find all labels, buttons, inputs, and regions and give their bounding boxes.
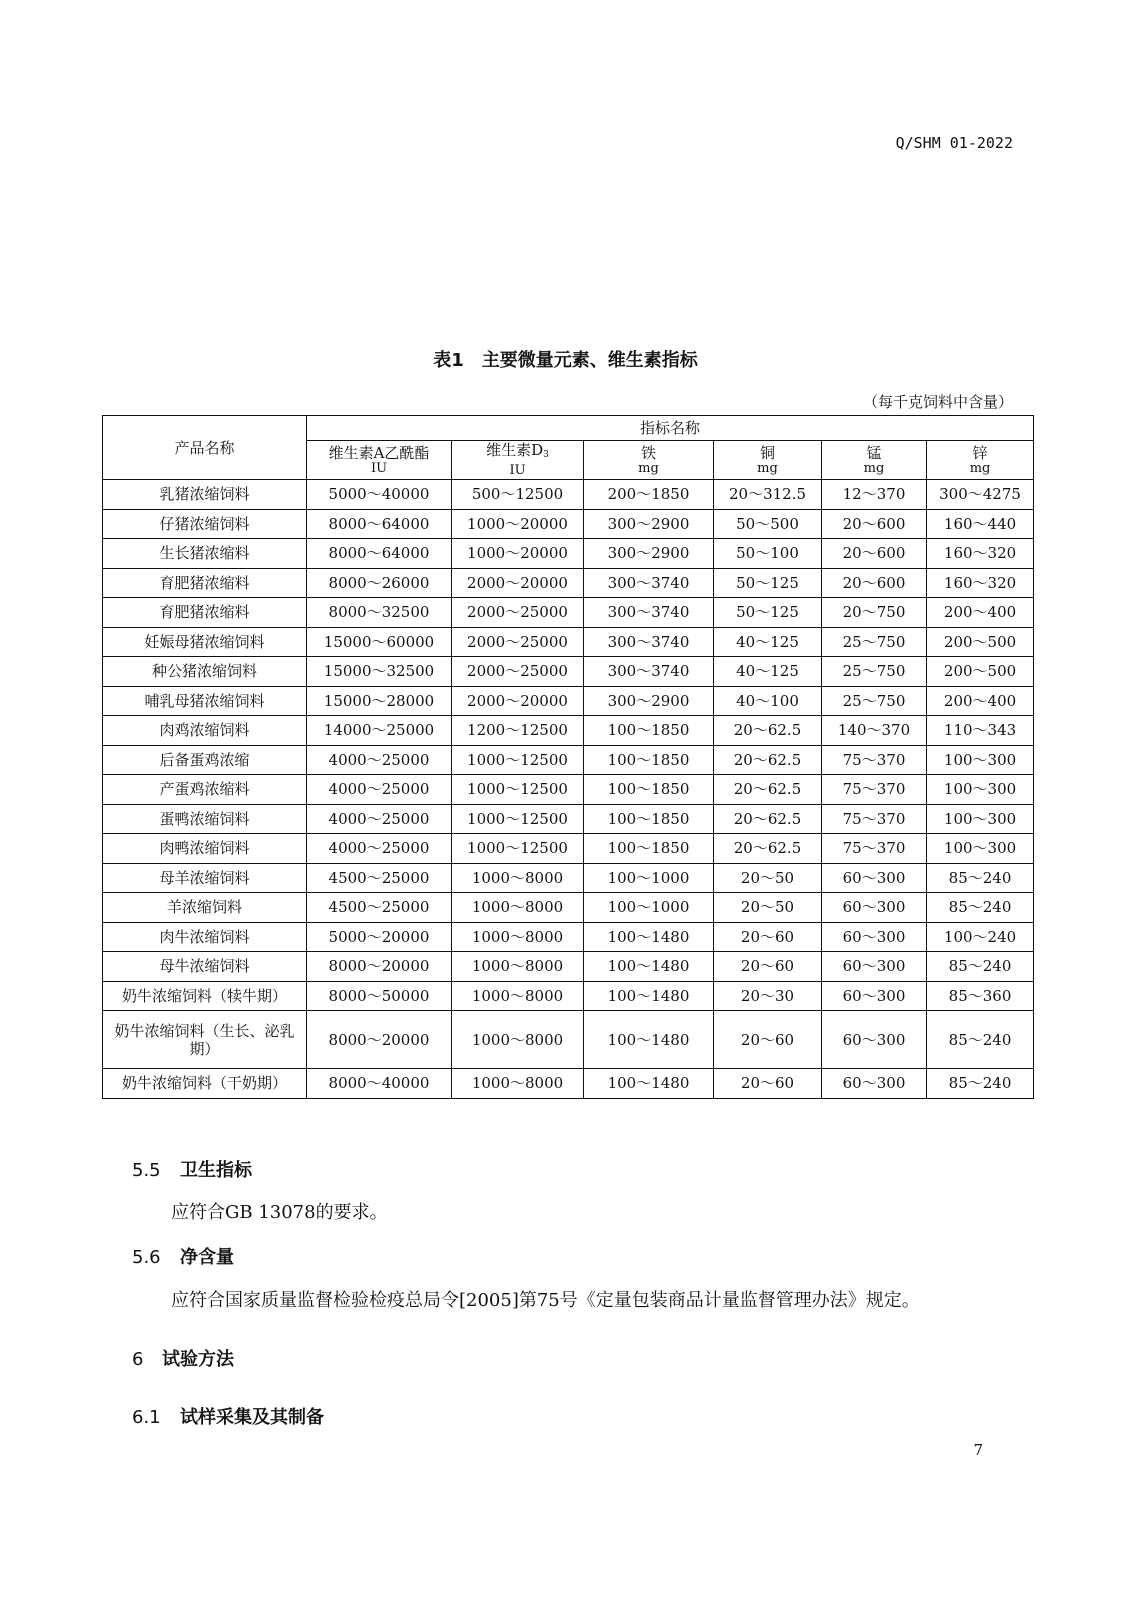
column-header bbox=[584, 441, 714, 480]
product-name-cell: 蛋鸭浓缩饲料 bbox=[103, 804, 307, 834]
section-heading-6 bbox=[132, 1345, 234, 1371]
value-cell: 20～62.5 bbox=[714, 775, 822, 805]
page-number: 7 bbox=[973, 1441, 983, 1459]
value-cell: 60～300 bbox=[822, 922, 927, 952]
value-cell: 4000～25000 bbox=[307, 745, 452, 775]
value-cell: 100～1480 bbox=[584, 1011, 714, 1069]
value-cell: 100～1480 bbox=[584, 952, 714, 982]
value-cell: 1000～12500 bbox=[452, 804, 584, 834]
value-cell: 50～125 bbox=[714, 568, 822, 598]
section-heading-5-6 bbox=[132, 1243, 234, 1269]
value-cell: 85～240 bbox=[927, 1011, 1034, 1069]
value-cell: 100～300 bbox=[927, 804, 1034, 834]
product-name-cell: 产蛋鸡浓缩料 bbox=[103, 775, 307, 805]
product-name-cell: 奶牛浓缩饲料（犊牛期） bbox=[103, 981, 307, 1011]
value-cell: 40～125 bbox=[714, 657, 822, 687]
value-cell: 300～3740 bbox=[584, 627, 714, 657]
value-cell: 300～4275 bbox=[927, 480, 1034, 510]
value-cell: 200～400 bbox=[927, 686, 1034, 716]
column-name: 维生素D bbox=[486, 441, 544, 459]
section-text: 应符合GB 13078的要求。 bbox=[171, 1202, 388, 1223]
value-cell: 200～400 bbox=[927, 598, 1034, 628]
product-name-cell: 育肥猪浓缩料 bbox=[103, 598, 307, 628]
value-cell: 60～300 bbox=[822, 952, 927, 982]
value-cell: 5000～20000 bbox=[307, 922, 452, 952]
value-cell: 1200～12500 bbox=[452, 716, 584, 746]
table-row bbox=[103, 981, 1034, 1011]
table-row bbox=[103, 952, 1034, 982]
value-cell: 20～60 bbox=[714, 922, 822, 952]
section-number: 5.5 bbox=[132, 1160, 161, 1181]
value-cell: 100～1850 bbox=[584, 745, 714, 775]
column-name: 铁 bbox=[640, 443, 656, 462]
table-row bbox=[103, 863, 1034, 893]
value-cell: 2000～20000 bbox=[452, 568, 584, 598]
column-header bbox=[822, 441, 927, 480]
value-cell: 60～300 bbox=[822, 863, 927, 893]
product-name-cell: 奶牛浓缩饲料（生长、泌乳期） bbox=[103, 1011, 307, 1069]
value-cell: 40～100 bbox=[714, 686, 822, 716]
table-row bbox=[103, 922, 1034, 952]
value-cell: 50～100 bbox=[714, 539, 822, 569]
value-cell: 8000～32500 bbox=[307, 598, 452, 628]
value-cell: 8000～26000 bbox=[307, 568, 452, 598]
value-cell: 85～240 bbox=[927, 863, 1034, 893]
value-cell: 1000～20000 bbox=[452, 509, 584, 539]
value-cell: 100～300 bbox=[927, 834, 1034, 864]
product-name-cell: 母牛浓缩饲料 bbox=[103, 952, 307, 982]
column-unit: mg bbox=[757, 460, 778, 476]
section-heading-5-5 bbox=[132, 1156, 252, 1182]
value-cell: 2000～25000 bbox=[452, 627, 584, 657]
standard-code: Q/SHM 01-2022 bbox=[895, 134, 1013, 152]
table-title: 表1 主要微量元素、维生素指标 bbox=[433, 350, 698, 371]
indicator-name-header: 指标名称 bbox=[307, 416, 1034, 441]
product-name-cell: 羊浓缩饲料 bbox=[103, 893, 307, 923]
value-cell: 160～320 bbox=[927, 539, 1034, 569]
product-name-cell: 肉鸭浓缩饲料 bbox=[103, 834, 307, 864]
value-cell: 1000～12500 bbox=[452, 834, 584, 864]
table-row bbox=[103, 598, 1034, 628]
value-cell: 14000～25000 bbox=[307, 716, 452, 746]
value-cell: 1000～12500 bbox=[452, 745, 584, 775]
value-cell: 60～300 bbox=[822, 1069, 927, 1099]
value-cell: 1000～8000 bbox=[452, 863, 584, 893]
product-name-cell: 生长猪浓缩料 bbox=[103, 539, 307, 569]
value-cell: 20～30 bbox=[714, 981, 822, 1011]
table-row bbox=[103, 1069, 1034, 1099]
section-text: 应符合国家质量监督检验检疫总局令[2005]第75号《定量包装商品计量监督管理办法》规定。 bbox=[171, 1290, 920, 1311]
value-cell: 160～440 bbox=[927, 509, 1034, 539]
product-name-cell: 哺乳母猪浓缩饲料 bbox=[103, 686, 307, 716]
value-cell: 20～312.5 bbox=[714, 480, 822, 510]
value-cell: 20～62.5 bbox=[714, 745, 822, 775]
value-cell: 8000～64000 bbox=[307, 509, 452, 539]
value-cell: 300～2900 bbox=[584, 509, 714, 539]
value-cell: 60～300 bbox=[822, 1011, 927, 1069]
table-row bbox=[103, 804, 1034, 834]
column-unit: mg bbox=[863, 460, 885, 476]
value-cell: 200～500 bbox=[927, 627, 1034, 657]
value-cell: 20～62.5 bbox=[714, 804, 822, 834]
product-name-cell: 肉鸡浓缩饲料 bbox=[103, 716, 307, 746]
product-name-header: 产品名称 bbox=[103, 416, 307, 480]
value-cell: 20～60 bbox=[714, 1011, 822, 1069]
value-cell: 300～2900 bbox=[584, 686, 714, 716]
value-cell: 50～125 bbox=[714, 598, 822, 628]
table-row bbox=[103, 627, 1034, 657]
table-row bbox=[103, 745, 1034, 775]
section-heading-6-1 bbox=[132, 1403, 324, 1429]
column-unit: IU bbox=[509, 463, 526, 478]
column-name: 锰 bbox=[866, 443, 882, 462]
value-cell: 12～370 bbox=[822, 480, 927, 510]
table-unit-note: （每千克饲料中含量） bbox=[862, 393, 1013, 411]
column-header bbox=[927, 441, 1034, 480]
value-cell: 50～500 bbox=[714, 509, 822, 539]
value-cell: 4000～25000 bbox=[307, 804, 452, 834]
column-unit: mg bbox=[638, 460, 659, 476]
value-cell: 110～343 bbox=[927, 716, 1034, 746]
table-row bbox=[103, 686, 1034, 716]
section-number: 6 bbox=[132, 1349, 144, 1370]
value-cell: 20～600 bbox=[822, 568, 927, 598]
value-cell: 1000～8000 bbox=[452, 952, 584, 982]
value-cell: 20～60 bbox=[714, 1069, 822, 1099]
value-cell: 75～370 bbox=[822, 834, 927, 864]
table-row bbox=[103, 716, 1034, 746]
value-cell: 8000～50000 bbox=[307, 981, 452, 1011]
value-cell: 75～370 bbox=[822, 775, 927, 805]
value-cell: 300～2900 bbox=[584, 539, 714, 569]
value-cell: 15000～60000 bbox=[307, 627, 452, 657]
value-cell: 100～1850 bbox=[584, 804, 714, 834]
column-name: 铜 bbox=[759, 443, 775, 462]
value-cell: 100～1850 bbox=[584, 716, 714, 746]
column-name-subscript: 3 bbox=[543, 450, 549, 460]
value-cell: 1000～12500 bbox=[452, 775, 584, 805]
column-header bbox=[307, 441, 452, 480]
value-cell: 100～300 bbox=[927, 745, 1034, 775]
value-cell: 100～1850 bbox=[584, 834, 714, 864]
value-cell: 20～750 bbox=[822, 598, 927, 628]
value-cell: 15000～32500 bbox=[307, 657, 452, 687]
value-cell: 4000～25000 bbox=[307, 775, 452, 805]
value-cell: 4000～25000 bbox=[307, 834, 452, 864]
value-cell: 300～3740 bbox=[584, 568, 714, 598]
section-title: 试验方法 bbox=[162, 1349, 234, 1370]
table-row bbox=[103, 480, 1034, 510]
value-cell: 85～240 bbox=[927, 893, 1034, 923]
indicator-table bbox=[102, 415, 1034, 1099]
value-cell: 60～300 bbox=[822, 893, 927, 923]
value-cell: 100～300 bbox=[927, 775, 1034, 805]
value-cell: 2000～25000 bbox=[452, 598, 584, 628]
value-cell: 20～62.5 bbox=[714, 716, 822, 746]
value-cell: 20～60 bbox=[714, 952, 822, 982]
value-cell: 20～600 bbox=[822, 539, 927, 569]
value-cell: 8000～20000 bbox=[307, 1011, 452, 1069]
value-cell: 1000～8000 bbox=[452, 981, 584, 1011]
value-cell: 100～1480 bbox=[584, 922, 714, 952]
value-cell: 20～62.5 bbox=[714, 834, 822, 864]
section-title: 净含量 bbox=[180, 1247, 234, 1268]
value-cell: 140～370 bbox=[822, 716, 927, 746]
column-header bbox=[714, 441, 822, 480]
value-cell: 20～50 bbox=[714, 863, 822, 893]
product-name-cell: 种公猪浓缩饲料 bbox=[103, 657, 307, 687]
value-cell: 100～1000 bbox=[584, 893, 714, 923]
value-cell: 1000～8000 bbox=[452, 1069, 584, 1099]
value-cell: 1000～8000 bbox=[452, 1011, 584, 1069]
value-cell: 200～1850 bbox=[584, 480, 714, 510]
section-number: 5.6 bbox=[132, 1247, 161, 1268]
value-cell: 100～1000 bbox=[584, 863, 714, 893]
value-cell: 8000～64000 bbox=[307, 539, 452, 569]
value-cell: 100～240 bbox=[927, 922, 1034, 952]
value-cell: 2000～25000 bbox=[452, 657, 584, 687]
value-cell: 15000～28000 bbox=[307, 686, 452, 716]
value-cell: 4500～25000 bbox=[307, 863, 452, 893]
value-cell: 25～750 bbox=[822, 657, 927, 687]
value-cell: 2000～20000 bbox=[452, 686, 584, 716]
table-row bbox=[103, 834, 1034, 864]
value-cell: 160～320 bbox=[927, 568, 1034, 598]
value-cell: 20～50 bbox=[714, 893, 822, 923]
value-cell: 100～1480 bbox=[584, 1069, 714, 1099]
value-cell: 75～370 bbox=[822, 804, 927, 834]
table-row bbox=[103, 509, 1034, 539]
product-name-cell: 仔猪浓缩饲料 bbox=[103, 509, 307, 539]
value-cell: 1000～20000 bbox=[452, 539, 584, 569]
value-cell: 500～12500 bbox=[452, 480, 584, 510]
section-title: 卫生指标 bbox=[180, 1160, 252, 1181]
value-cell: 25～750 bbox=[822, 627, 927, 657]
value-cell: 8000～40000 bbox=[307, 1069, 452, 1099]
value-cell: 1000～8000 bbox=[452, 922, 584, 952]
value-cell: 8000～20000 bbox=[307, 952, 452, 982]
value-cell: 200～500 bbox=[927, 657, 1034, 687]
table-row bbox=[103, 893, 1034, 923]
value-cell: 25～750 bbox=[822, 686, 927, 716]
value-cell: 75～370 bbox=[822, 745, 927, 775]
value-cell: 40～125 bbox=[714, 627, 822, 657]
product-name-cell: 奶牛浓缩饲料（干奶期） bbox=[103, 1069, 307, 1099]
value-cell: 4500～25000 bbox=[307, 893, 452, 923]
column-unit: IU bbox=[370, 460, 388, 476]
product-name-cell: 后备蛋鸡浓缩 bbox=[103, 745, 307, 775]
section-number: 6.1 bbox=[132, 1407, 161, 1428]
value-cell: 100～1850 bbox=[584, 775, 714, 805]
value-cell: 1000～8000 bbox=[452, 893, 584, 923]
product-name-cell: 乳猪浓缩饲料 bbox=[103, 480, 307, 510]
value-cell: 85～360 bbox=[927, 981, 1034, 1011]
value-cell: 100～1480 bbox=[584, 981, 714, 1011]
table-row bbox=[103, 539, 1034, 569]
column-unit: mg bbox=[969, 460, 991, 476]
product-name-cell: 育肥猪浓缩料 bbox=[103, 568, 307, 598]
table-row bbox=[103, 657, 1034, 687]
table-row bbox=[103, 568, 1034, 598]
value-cell: 300～3740 bbox=[584, 598, 714, 628]
value-cell: 20～600 bbox=[822, 509, 927, 539]
column-name: 锌 bbox=[972, 443, 988, 462]
product-name-cell: 肉牛浓缩饲料 bbox=[103, 922, 307, 952]
product-name-cell: 母羊浓缩饲料 bbox=[103, 863, 307, 893]
value-cell: 60～300 bbox=[822, 981, 927, 1011]
value-cell: 5000～40000 bbox=[307, 480, 452, 510]
table-row bbox=[103, 1011, 1034, 1069]
column-name: 维生素A乙酰酯 bbox=[328, 443, 430, 462]
section-title: 试样采集及其制备 bbox=[180, 1407, 324, 1428]
value-cell: 300～3740 bbox=[584, 657, 714, 687]
column-header bbox=[452, 441, 584, 480]
table-row bbox=[103, 775, 1034, 805]
value-cell: 85～240 bbox=[927, 1069, 1034, 1099]
value-cell: 85～240 bbox=[927, 952, 1034, 982]
product-name-cell: 妊娠母猪浓缩饲料 bbox=[103, 627, 307, 657]
